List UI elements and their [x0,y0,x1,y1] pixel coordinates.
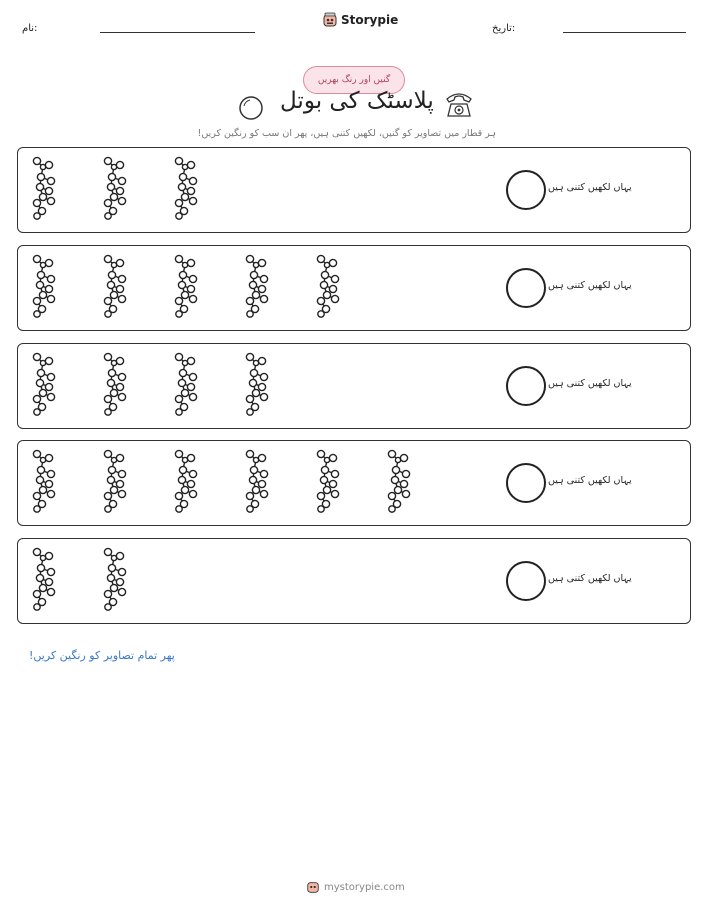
molecule-icon[interactable] [315,253,341,319]
coloring-note: پھر تمام تصاویر کو رنگین کریں! [29,649,175,662]
molecule-icon[interactable] [173,448,199,514]
molecule-icon[interactable] [244,448,270,514]
row-label: یہاں لکھیں کتنی ہیں [548,573,632,584]
row-label: یہاں لکھیں کتنی ہیں [548,475,632,486]
footer [306,880,405,894]
brand-name: Storypie [341,13,399,27]
answer-circle[interactable] [506,561,546,601]
footer-mascot-icon [306,880,320,894]
molecule-icon[interactable] [173,253,199,319]
molecule-icon[interactable] [102,253,128,319]
row-label: یہاں لکھیں کتنی ہیں [548,378,632,389]
mascot-icon [322,12,338,28]
molecule-icon[interactable] [102,448,128,514]
name-line[interactable] [100,32,255,33]
molecule-icon[interactable] [244,253,270,319]
count-row [17,440,691,526]
name-label: نام: [22,23,38,34]
date-line[interactable] [563,32,686,33]
molecule-icon[interactable] [31,448,57,514]
molecule-icon[interactable] [31,546,57,612]
brand-logo [322,12,398,28]
molecule-icon[interactable] [102,351,128,417]
molecule-icon[interactable] [315,448,341,514]
row-label: یہاں لکھیں کتنی ہیں [548,280,632,291]
molecule-icon[interactable] [244,351,270,417]
molecule-icon[interactable] [173,351,199,417]
answer-circle[interactable] [506,463,546,503]
molecule-icon[interactable] [173,155,199,221]
count-row [17,343,691,429]
count-row [17,147,691,233]
footer-url[interactable]: mystorypie.com [324,881,405,893]
molecule-icon[interactable] [31,155,57,221]
molecule-icon[interactable] [31,351,57,417]
telephone-icon [443,89,475,119]
row-label: یہاں لکھیں کتنی ہیں [548,182,632,193]
molecule-icon[interactable] [386,448,412,514]
page-title: پلاسٹک کی بوتل [280,88,434,114]
date-label: تاریخ: [492,23,516,34]
molecule-icon[interactable] [102,546,128,612]
molecule-icon[interactable] [31,253,57,319]
molecule-icon[interactable] [102,155,128,221]
count-row [17,245,691,331]
answer-circle[interactable] [506,170,546,210]
count-row [17,538,691,624]
answer-circle[interactable] [506,366,546,406]
badge-text: گنیں اور رنگ بھریں [317,75,391,85]
answer-circle[interactable] [506,268,546,308]
circle-icon [237,94,265,122]
instructions-text: ہر قطار میں تصاویر کو گنیں، لکھیں کتنی ہیں، پھر ان سب کو رنگین کریں! [197,128,496,139]
